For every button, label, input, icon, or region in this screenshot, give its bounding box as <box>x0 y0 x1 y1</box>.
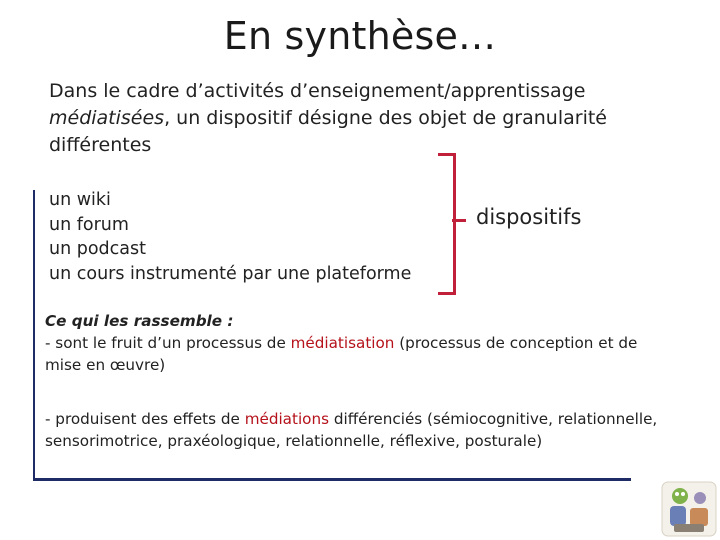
summary-point-1-post: (processus de conception et de mise en œuvre) <box>45 334 638 374</box>
summary-point-1-pre: - sont le fruit d’un processus de <box>45 334 291 352</box>
list-item: un podcast <box>49 239 146 259</box>
summary-point-2-pre: - produisent des effets de <box>45 410 245 428</box>
mascot-logo-icon <box>660 480 718 538</box>
intro-text <box>49 78 649 159</box>
highlight-mediations: médiations <box>244 410 329 428</box>
summary-point-1 <box>45 332 660 376</box>
page-title: En synthèse… <box>223 14 497 58</box>
bottom-rule <box>33 478 631 481</box>
summary-heading: Ce qui les rassemble : <box>45 312 234 330</box>
highlight-mediatisation: médiatisation <box>290 334 395 352</box>
intro-line2-rest: , un dispositif désigne des objet de granularité <box>164 107 607 129</box>
left-rule <box>33 190 35 480</box>
grouping-bracket <box>438 153 456 295</box>
list-item: un forum <box>49 214 129 235</box>
device-list <box>49 188 411 286</box>
intro-line3: différentes <box>49 134 152 156</box>
bracket-label: dispositifs <box>476 205 582 229</box>
list-item: un cours instrumenté par une plateforme <box>49 263 412 284</box>
intro-line1: Dans le cadre d’activités d’enseignement/apprentissage <box>49 80 586 102</box>
bracket-tip <box>452 219 466 222</box>
list-item: un wiki <box>49 190 111 210</box>
summary-point-2-post: différenciés (sémiocognitive, relationnelle, sensorimotrice, praxéologique, relationnelle, réflexive, posturale) <box>45 410 658 450</box>
intro-italic: médiatisées <box>49 107 165 129</box>
summary-point-2 <box>45 408 660 452</box>
summary-block <box>45 310 660 452</box>
